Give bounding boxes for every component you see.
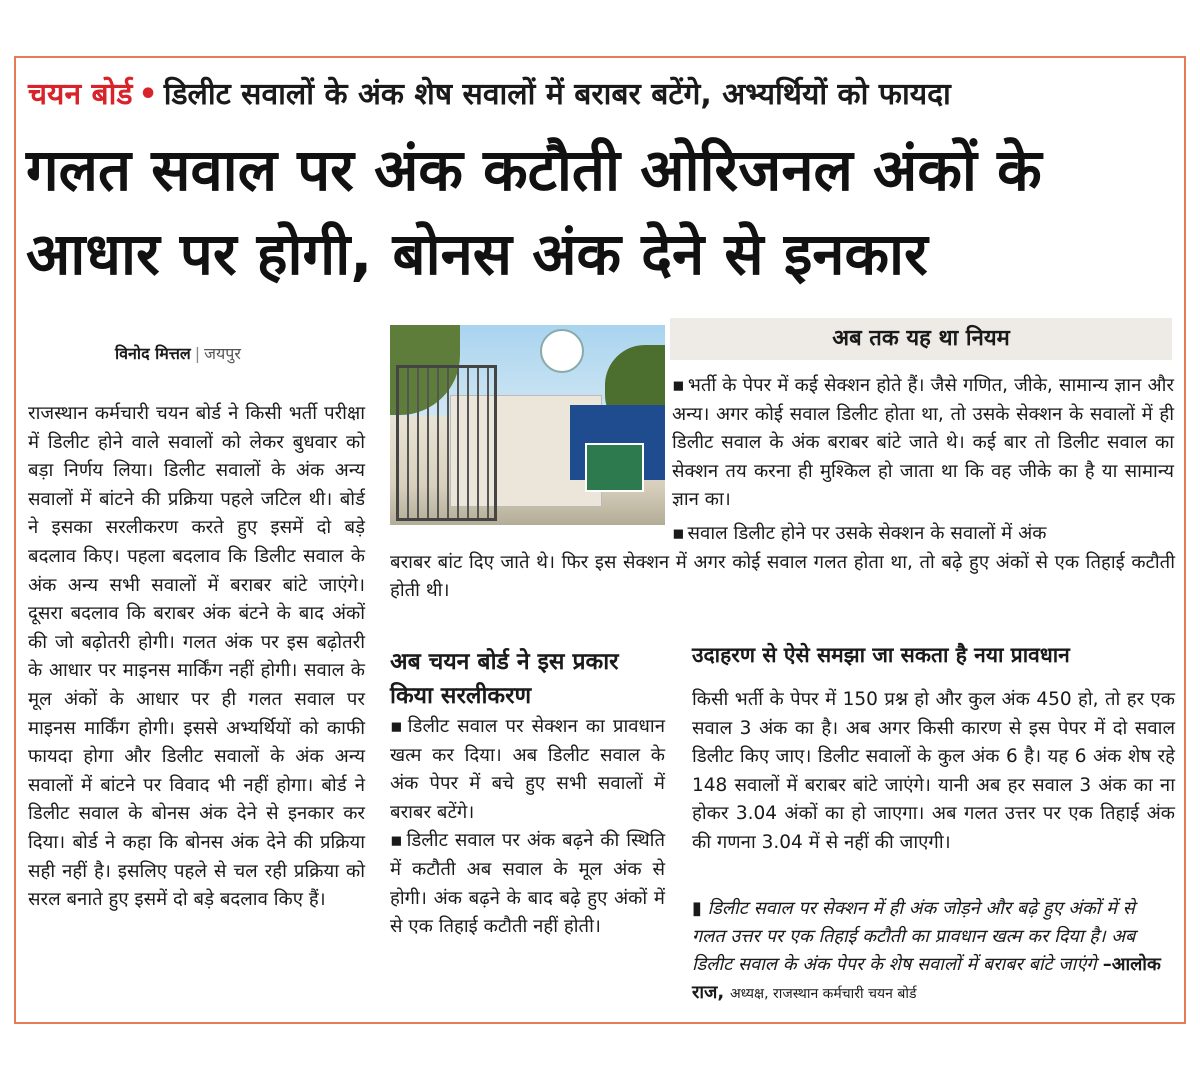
- byline-separator: |: [194, 344, 201, 363]
- main-body-text: राजस्थान कर्मचारी चयन बोर्ड ने किसी भर्ती परीक्षा में डिलीट होने वाले सवालों को लेकर बुधवार को बड़ा निर्णय लिया। डिलीट सवालों के अंक अन्य सवालों में बांटने की प्रक्रिया पहले जटिल थी। बोर्ड ने इसका सरलीकरण करते हुए इसमें दो बड़े बदलाव किए। पहला बदलाव कि डिलीट सवाल के अंक अन्य सभी सवालों में बराबर बांटे जाएंगे। दूसरा बदलाव कि बराबर अंक बंटने के बाद अंकों की जो बढ़ोतरी होगी। गलत अंक पर इस बढ़ोतरी के आधार पर माइनस मार्किंग नहीं होगी। सवाल के मूल अंकों के आधार पर ही गलत सवाल पर माइनस मार्किंग होगी। इससे अभ्यर्थियों को काफी फायदा होगा और डिलीट सवालों के अंक अन्य सवालों में बांटने पर विवाद भी नहीं होगा। बोर्ड ने डिलीट सवाल के बोनस अंक देने से इनकार कर दिया। बोर्ड ने कहा कि बोनस अंक देने की प्रक्रिया सही नहीं है। इसलिए पहले से चल रही प्रक्रिया को सरल बनाते हुए इसमें दो बड़े बदलाव किए हैं।: [28, 403, 365, 911]
- author: विनोद मित्तल: [115, 344, 191, 363]
- old-rule-point-1: ▪ भर्ती के पेपर में कई सेक्शन होते हैं। जैसे गणित, जीके, सामान्य ज्ञान और अन्य। अगर कोई सवाल डिलीट होता था, तो उसके सेक्शन के सवालों में ही डिलीट सवाल के अंक बराबर बांटे जाते थे। कई बार तो डिलीट सवाल का सेक्शन तय करना ही मुश्किल हो जाता था कि वह जीके का है या सामान्य ज्ञान का।: [672, 372, 1174, 515]
- kicker-label: चयन बोर्ड: [28, 77, 133, 112]
- simplification-heading: अब चयन बोर्ड ने इस प्रकार किया सरलीकरण: [390, 649, 619, 709]
- dateline-city: जयपुर: [204, 344, 241, 363]
- official-quote: [692, 895, 1162, 1008]
- kicker-text: डिलीट सवालों के अंक शेष सवालों में बराबर बटेंगे, अभ्यर्थियों को फायदा: [163, 77, 951, 112]
- simplification-section: [390, 645, 665, 942]
- quote-speaker-role: अध्यक्ष, राजस्थान कर्मचारी चयन बोर्ड: [729, 986, 917, 1002]
- byline: [115, 342, 241, 364]
- example-section: [692, 638, 1175, 858]
- example-text: किसी भर्ती के पेपर में 150 प्रश्न हो और कुल अंक 450 हो, तो हर एक सवाल 3 अंक का है। अब अगर किसी कारण से इस पेपर में दो सवाल डिलीट किए जाए। डिलीट सवालों के कुल अंक 6 है। यह 6 अंक शेष रहे 148 सवालों में बराबर बांटे जाएंगे। यानी अब हर सवाल 3 अंक का ना होकर 3.04 अंकों का हो जाएगा। अब गलत उत्तर पर एक तिहाई अंक की गणना 3.04 में से नहीं की जाएगी।: [692, 689, 1175, 853]
- simplification-point-1: ▪ डिलीट सवाल पर सेक्शन का प्रावधान खत्म कर दिया। अब डिलीट सवाल के अंक पेपर में बचे हुए सभी सवालों में बराबर बटेंगे।: [390, 713, 665, 827]
- quote-text: डिलीट सवाल पर सेक्शन में ही अंक जोड़ने और बढ़े हुए अंकों में से गलत उत्तर पर एक तिहाई कटौती का प्रावधान खत्म कर दिया है। अब डिलीट सवाल के अंक पेपर के शेष सवालों में बराबर बांटे जाएंगे: [692, 898, 1136, 975]
- example-heading: उदाहरण से ऐसे समझा जा सकता है नया प्रावधान: [692, 643, 1070, 667]
- quote-dash: –: [1096, 954, 1112, 975]
- old-rule-point-2-rest: बराबर बांट दिए जाते थे। फिर इस सेक्शन में अगर कोई सवाल गलत होता था, तो बढ़े हुए अंकों से एक तिहाई कटौती होती थी।: [390, 551, 1175, 602]
- board-office-photo: [390, 325, 665, 525]
- old-rule-point-2-start: ▪ सवाल डिलीट होने पर उसके सेक्शन के सवालों में अंक: [672, 520, 1175, 549]
- old-rule-point-2: [390, 520, 1175, 606]
- kicker: [28, 72, 1178, 113]
- quote-marker-icon: ▮: [692, 898, 702, 919]
- headline: गलत सवाल पर अंक कटौती ओरिजनल अंकों के आधार पर होगी, बोनस अंक देने से इनकार: [26, 136, 1042, 288]
- old-rule-heading: अब तक यह था नियम: [670, 318, 1172, 360]
- signboard-green: [585, 443, 644, 492]
- simplification-point-2: ▪ डिलीट सवाल पर अंक बढ़ने की स्थिति में कटौती अब सवाल के मूल अंक से होगी। अंक बढ़ने के बाद बढ़े हुए अंकों में से एक तिहाई कटौती नहीं होती।: [390, 827, 665, 941]
- gate-shape: [396, 365, 497, 521]
- emblem-icon: [540, 329, 584, 373]
- kicker-separator: •: [138, 77, 158, 112]
- quote-speaker: आलोक राज,: [692, 954, 1161, 1003]
